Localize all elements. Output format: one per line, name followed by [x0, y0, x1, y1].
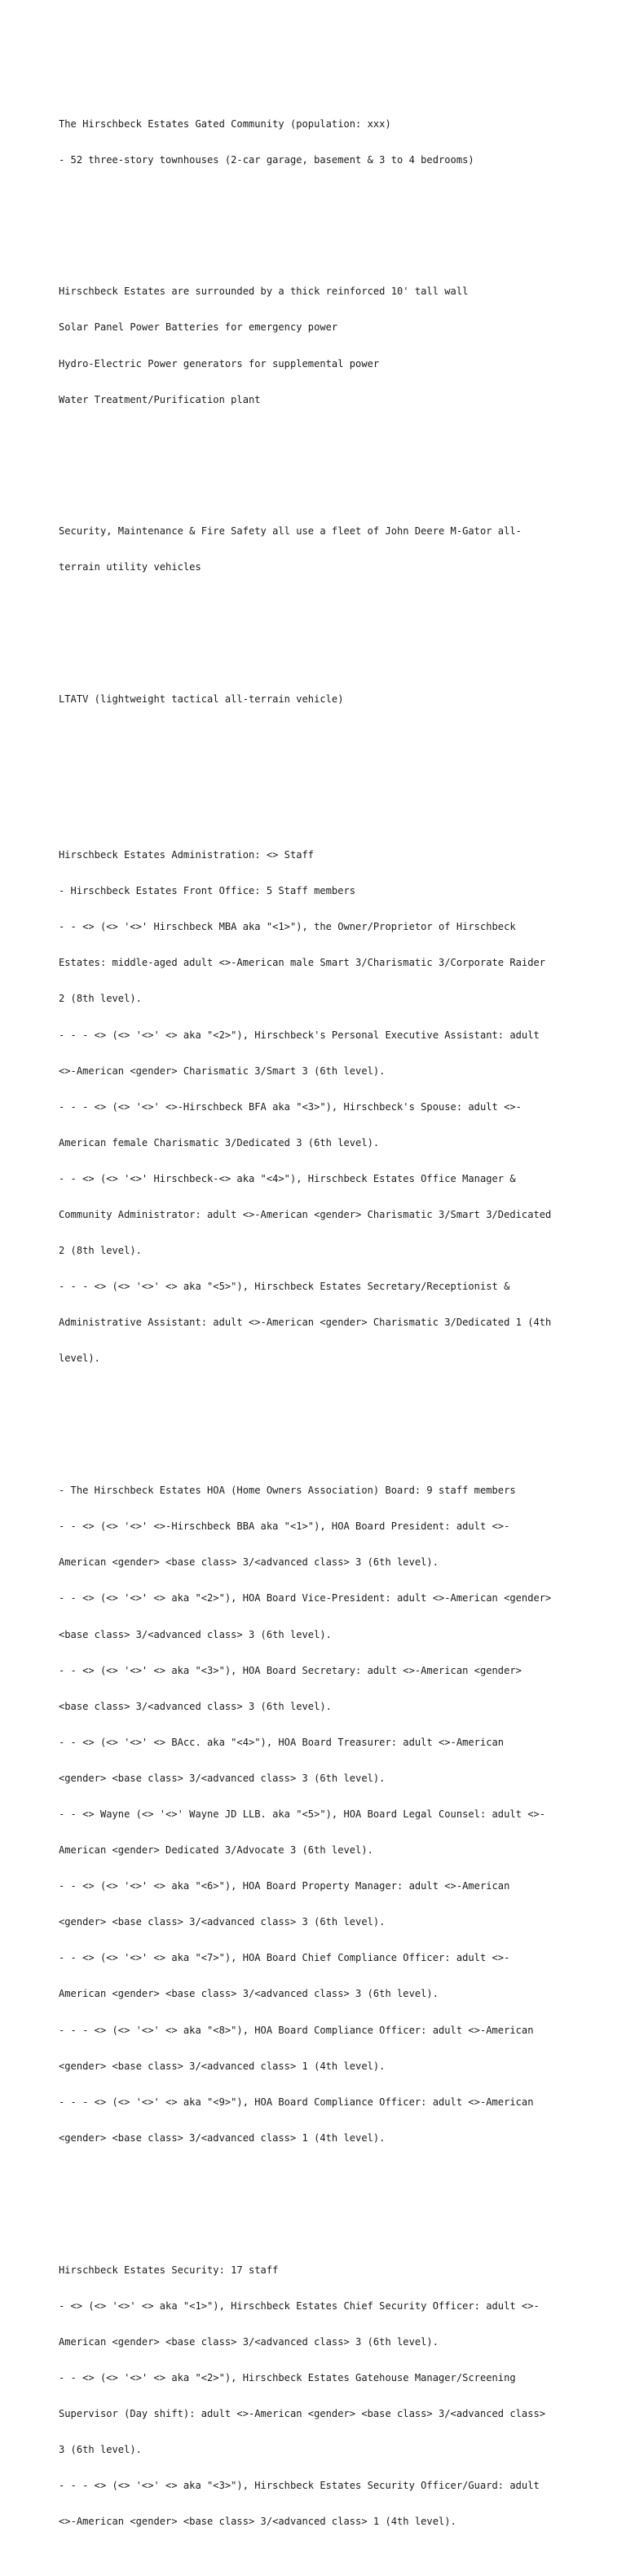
text-line: The Hirschbeck Estates Gated Community (population: xxx): [59, 117, 391, 130]
vehicle-paragraph: [59, 502, 580, 598]
text-line: - - <> (<> '<>' <> BAcc. aka "<4>"), HOA Board Treasurer: adult <>-American: [59, 1736, 505, 1748]
text-line: Community Administrator: adult <>-American <gender> Charismatic 3/Smart 3/Dedicated: [59, 1209, 552, 1221]
hoa-board-section: [59, 1461, 580, 2168]
administration-section: [59, 825, 580, 1389]
text-line: <gender> <base class> 3/<advanced class> 3 (6th level).: [59, 1772, 386, 1784]
text-line: Hirschbeck Estates Security: 17 staff: [59, 2264, 279, 2276]
text-line: - - <> (<> '<>' <> aka "<3>"), HOA Board Secretary: adult <>-American <gender>: [59, 1664, 522, 1676]
text-line: <base class> 3/<advanced class> 3 (6th level).: [59, 1628, 332, 1640]
text-line: - The Hirschbeck Estates HOA (Home Owners Association) Board: 9 staff members: [59, 1485, 516, 1497]
text-line: Solar Panel Power Batteries for emergency power: [59, 321, 338, 334]
text-line: Water Treatment/Purification plant: [59, 393, 261, 405]
infrastructure-list: [59, 262, 580, 430]
text-line: Security, Maintenance & Fire Safety all use a fleet of John Deere M-Gator all-: [59, 525, 522, 538]
text-line: 2 (8th level).: [59, 1245, 142, 1257]
text-line: - <> (<> '<>' <> aka "<1>"), Hirschbeck Estates Chief Security Officer: adult <>-: [59, 2299, 540, 2312]
ltatv-line: [59, 670, 580, 730]
text-line: - 52 three-story townhouses (2-car garage, basement & 3 to 4 bedrooms): [59, 153, 474, 166]
text-line: 2 (8th level).: [59, 993, 142, 1005]
text-line: <>-American <gender> Charismatic 3/Smart 3 (6th level).: [59, 1064, 386, 1077]
text-line: - - <> (<> '<>' Hirschbeck-<> aka "<4>"), Hirschbeck Estates Office Manager &: [59, 1172, 516, 1184]
text-line: <>-American <gender> <base class> 3/<advanced class> 1 (4th level).: [59, 2516, 456, 2528]
text-line: <base class> 3/<advanced class> 3 (6th level).: [59, 1700, 332, 1712]
text-line: - - <> (<> '<>' <>-Hirschbeck BBA aka "<1>"), HOA Board President: adult <>-: [59, 1520, 510, 1533]
text-line: <gender> <base class> 3/<advanced class> 1 (4th level).: [59, 2131, 386, 2144]
document-page: [59, 58, 580, 2576]
text-line: American <gender> Dedicated 3/Advocate 3 (6th level).: [59, 1844, 373, 1857]
text-line: Hydro-Electric Power generators for supplemental power: [59, 357, 380, 370]
text-line: Hirschbeck Estates are surrounded by a thick reinforced 10' tall wall: [59, 285, 469, 298]
text-line: - - <> (<> '<>' <> aka "<6>"), HOA Board Property Manager: adult <>-American: [59, 1880, 510, 1892]
text-line: Hirschbeck Estates Administration: <> Staff: [59, 849, 315, 861]
text-line: - - <> (<> '<>' <> aka "<2>"), HOA Board Vice-President: adult <>-American <gender>: [59, 1592, 552, 1604]
text-line: Supervisor (Day shift): adult <>-American <gender> <base class> 3/<advanced class>: [59, 2407, 546, 2419]
text-line: - - - <> (<> '<>' <>-Hirschbeck BFA aka "<3>"), Hirschbeck's Spouse: adult <>-: [59, 1100, 522, 1113]
text-line: - - <> Wayne (<> '<>' Wayne JD LLB. aka "<5>"), HOA Board Legal Counsel: adult <>-: [59, 1808, 546, 1820]
text-line: Estates: middle-aged adult <>-American male Smart 3/Charismatic 3/Corporate Raider: [59, 957, 546, 969]
text-line: American <gender> <base class> 3/<advanced class> 3 (6th level).: [59, 1556, 439, 1569]
text-line: - - - <> (<> '<>' <> aka "<2>"), Hirschbeck's Personal Executive Assistant: adult: [59, 1029, 540, 1041]
text-line: - - - <> (<> '<>' <> aka "<3>"), Hirschbeck Estates Security Officer/Guard: adult: [59, 2480, 540, 2492]
text-line: 3 (6th level).: [59, 2443, 142, 2455]
community-intro: [59, 94, 580, 190]
text-line: - - <> (<> '<>' <> aka "<7>"), HOA Board Chief Compliance Officer: adult <>-: [59, 1952, 510, 1964]
text-line: <gender> <base class> 3/<advanced class> 1 (4th level).: [59, 2060, 386, 2072]
text-line: - Hirschbeck Estates Front Office: 5 Staff members: [59, 885, 356, 897]
text-line: - - - <> (<> '<>' <> aka "<9>"), HOA Board Compliance Officer: adult <>-American: [59, 2096, 534, 2108]
text-line: American <gender> <base class> 3/<advanced class> 3 (6th level).: [59, 2335, 439, 2348]
text-line: - - - <> (<> '<>' <> aka "<5>"), Hirschbeck Estates Secretary/Receptionist &: [59, 1281, 510, 1293]
text-line: LTATV (lightweight tactical all-terrain vehicle): [59, 693, 344, 706]
text-line: - - <> (<> '<>' <> aka "<2>"), Hirschbeck Estates Gatehouse Manager/Screening: [59, 2371, 516, 2383]
text-line: American female Charismatic 3/Dedicated 3 (6th level).: [59, 1136, 380, 1149]
text-line: - - - <> (<> '<>' <> aka "<8>"), HOA Board Compliance Officer: adult <>-American: [59, 2024, 534, 2036]
text-line: level).: [59, 1352, 100, 1365]
text-line: Administrative Assistant: adult <>-American <gender> Charismatic 3/Dedicated 1 (4th: [59, 1317, 552, 1329]
text-line: American <gender> <base class> 3/<advanced class> 3 (6th level).: [59, 1988, 439, 2000]
text-line: - - <> (<> '<>' Hirschbeck MBA aka "<1>"), the Owner/Proprietor of Hirschbeck: [59, 921, 516, 933]
text-line: <gender> <base class> 3/<advanced class> 3 (6th level).: [59, 1916, 386, 1928]
text-line: terrain utility vehicles: [59, 561, 201, 573]
security-section: [59, 2240, 580, 2552]
